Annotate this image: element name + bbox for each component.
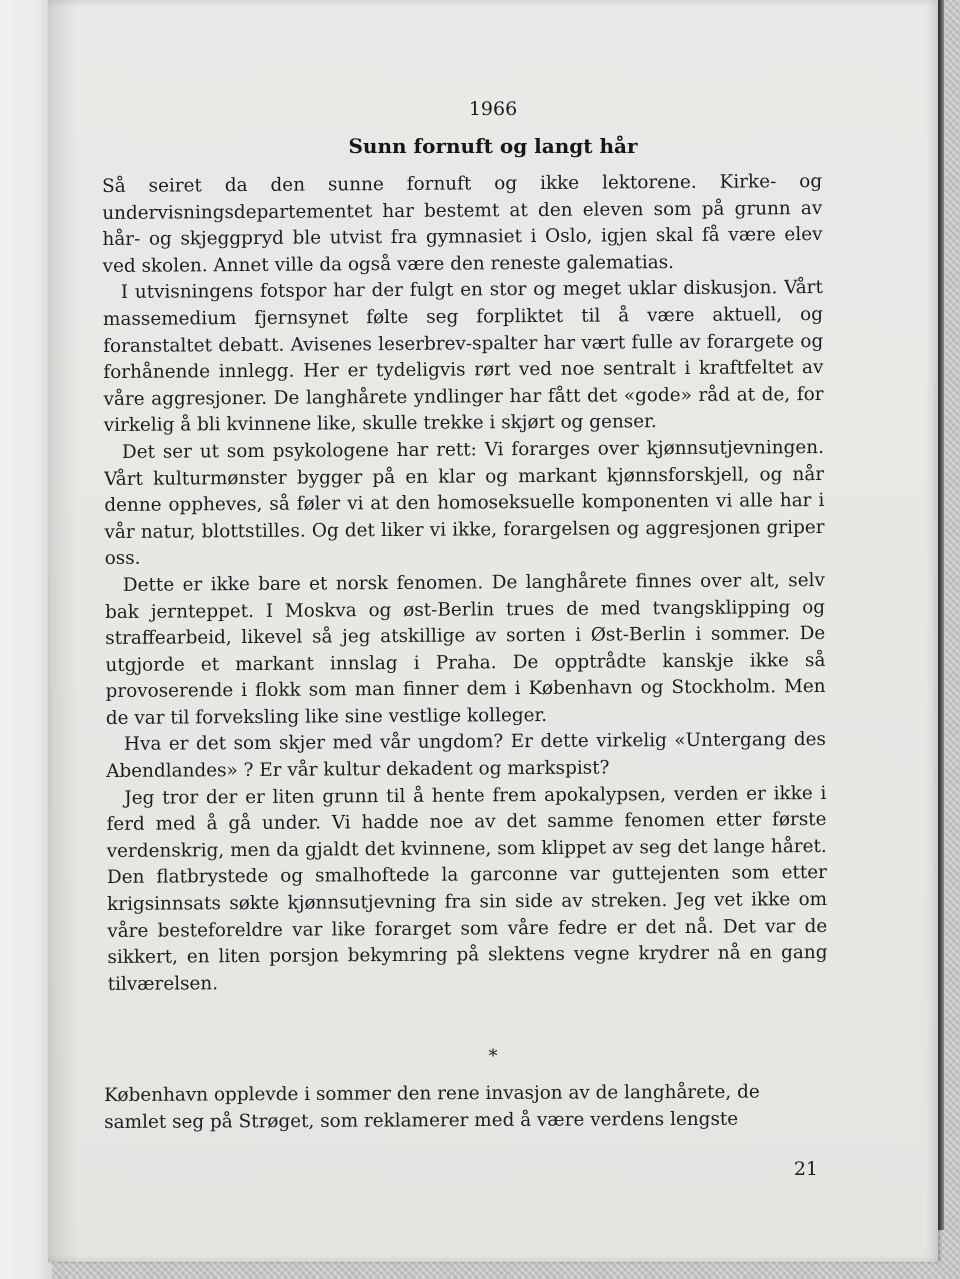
closing-paragraph: København opplevde i sommer den rene invasjon av de langhårete, de samlet seg på Strøget, som reklamerer med å være verdens lengste	[104, 1081, 760, 1133]
paragraph: Så seiret da den sunne fornuft og ikke lektorene. Kirke- og undervisningsdepartementet har bestemt at den eleven som på grunn av hår- og skjeggpryd ble utvist fra gymnasiet i Oslo, igjen skal få være elev ved skolen. Annet ville da også være den reneste galematias.	[102, 170, 823, 277]
paragraph: Det ser ut som psykologene har rett: Vi forarges over kjønnsutjevningen. Vårt kulturmønster bygger på en klar og markant kjønnsforskjell, og når denne oppheves, så føler vi at den homoseksuelle komponenten vi alle har i vår natur, blottstilles. Og det liker vi ikke, forargelsen og aggresjonen griper oss.	[104, 436, 825, 570]
page-number: 21	[793, 1158, 818, 1180]
section-separator: *	[488, 1046, 498, 1067]
paragraph: I utvisningens fotspor har der fulgt en stor og meget uklar diskusjon. Vårt massemedium fjernsynet følte seg forpliktet til å være aktuell, og foranstaltet debatt. Avisenes leserbrev-spalter har vært fulle av forargete og forhånende innlegg. Her er tydeligvis rørt ved noe sentralt i kraftfeltet av våre aggresjoner. De langhårete yndlinger har fått det «gode» råd at de, for virkelig å bli kvinnene like, skulle trekke i skjørt og genser.	[102, 277, 824, 437]
chapter-year: 1966	[468, 98, 518, 120]
paragraph: Hva er det som skjer med vår ungdom? Er dette virkelig «Untergang des Abendlandes» ? Er vår kultur dekadent og markspist?	[106, 729, 827, 783]
paragraph: Jeg tror der er liten grunn til å hente frem apokalypsen, verden er ikke i ferd med å gå under. Vi hadde noe av det samme fenomen etter første verdenskrig, men da gjaldt det kvinnene, som klippet av seg det lange håret. Den flatbrystede og smalhoftede la garconne var guttejenten som etter krigsinnsats søkte kjønnsutjevning fra sin side av streken. Jeg vet ikke om våre besteforeldre var like forarget som våre fedre er det nå. Det var de sikkert, en liten porsjon bekymring på slektens vegne krydrer nå en gang tilværelsen.	[106, 782, 828, 995]
paragraph: Dette er ikke bare et norsk fenomen. De langhårete finnes over alt, selv bak jernteppet. I Moskva og øst-Berlin trues de med tvangsklipping og straffearbeid, likevel så jeg atskillige av sorten i Øst-Berlin i sommer. De utgjorde et markant innslag i Praha. De opptrådte kanskje ikke så provoserende i flokk som man finner dem i København og Stockholm. Men de var til forveksling like sine vestlige kolleger.	[104, 569, 826, 729]
body-text	[102, 169, 828, 998]
chapter-title: Sunn fornuft og langt hår	[348, 134, 638, 158]
book-page	[48, 0, 938, 1262]
facing-page-edge	[0, 0, 52, 1279]
